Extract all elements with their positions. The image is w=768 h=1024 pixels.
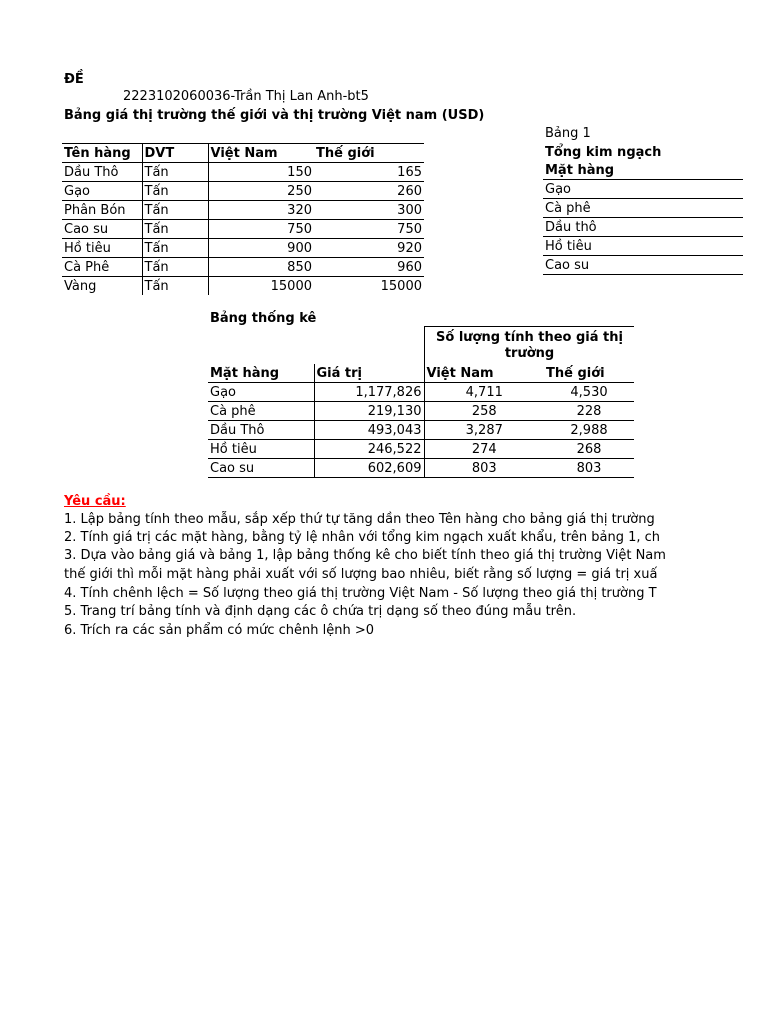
cell: 246,522 [314, 440, 424, 459]
cell: Cà phê [543, 199, 743, 218]
cell: 15000 [380, 278, 422, 294]
price-table [62, 143, 424, 295]
cell: 258 [424, 402, 544, 421]
table-row [62, 201, 424, 220]
col-header-the-gioi: Thế giới [314, 144, 424, 163]
requirement-line-3-cont: thế giới thì mỗi mặt hàng phải xuất với số lượng bao nhiêu, biết rằng số lượng = giá trị xuấ [64, 567, 658, 582]
requirement-line-4: 4. Tính chênh lệch = Số lượng theo giá thị trường Việt Nam - Số lượng theo giá thị trường T [64, 586, 657, 601]
cell: 850 [208, 258, 314, 277]
stats-table [208, 364, 634, 478]
cell: 274 [424, 440, 544, 459]
table-header-row [208, 364, 634, 383]
cell: 300 [314, 201, 424, 220]
col-header-ten-hang: Tên hàng [62, 144, 142, 163]
cell: Cao su [62, 220, 142, 239]
table-row [208, 440, 634, 459]
cell: 165 [314, 163, 424, 182]
cell: 960 [314, 258, 424, 277]
col-header-viet-nam: Việt Nam [208, 144, 314, 163]
cell: Tấn [142, 163, 208, 182]
table1-header: Mặt hàng [543, 161, 743, 180]
cell: Tấn [142, 182, 208, 201]
cell: 3,287 [424, 421, 544, 440]
cell: Gạo [208, 383, 314, 402]
table-row [62, 182, 424, 201]
col-header-viet-nam: Việt Nam [424, 364, 544, 383]
sheet-title: Bảng giá thị trường thế giới và thị trường Việt nam (USD) [64, 108, 485, 123]
cell: Hồ tiêu [62, 239, 142, 258]
cell: 4,711 [424, 383, 544, 402]
table-row [62, 258, 424, 277]
requirement-line-2: 2. Tính giá trị các mặt hàng, bằng tỷ lệ nhân với tổng kim ngạch xuất khẩu, trên bảng 1, ch [64, 530, 661, 545]
table-header-row [62, 144, 424, 163]
col-header-dvt: DVT [142, 144, 208, 163]
table-row [543, 237, 743, 256]
cell: 4,530 [544, 383, 634, 402]
cell: Dầu thô [543, 218, 743, 237]
table-row [543, 180, 743, 199]
cell: 2,988 [544, 421, 634, 440]
cell: 750 [314, 220, 424, 239]
table-row [62, 239, 424, 258]
table-row [62, 277, 424, 296]
table-row [208, 459, 634, 478]
col-header-the-gioi: Thế giới [544, 364, 634, 383]
table-row [62, 220, 424, 239]
requirements-title: Yêu cầu: [64, 494, 126, 509]
requirement-line-3: 3. Dựa vào bảng giá và bảng 1, lập bảng thống kê cho biết tính theo giá thị trường Việt Nam [64, 548, 666, 563]
cell: 920 [314, 239, 424, 258]
table-row [208, 383, 634, 402]
cell: 15000 [208, 277, 314, 296]
table-row [208, 421, 634, 440]
table-row [62, 163, 424, 182]
cell: Dầu Thô [62, 163, 142, 182]
cell: Tấn [142, 201, 208, 220]
requirement-line-1: 1. Lập bảng tính theo mẫu, sắp xếp thứ tự tăng dần theo Tên hàng cho bảng giá thị trường [64, 512, 655, 527]
cell: Tấn [142, 220, 208, 239]
cell: Hồ tiêu [208, 440, 314, 459]
cell: Cà phê [208, 402, 314, 421]
stats-title: Bảng thống kê [210, 311, 317, 326]
cell: 228 [544, 402, 634, 421]
stats-group-header: Số lượng tính theo giá thị trường [424, 326, 634, 364]
cell: Vàng [64, 278, 97, 294]
cell: 1,177,826 [314, 383, 424, 402]
cell: Cao su [543, 256, 743, 275]
cell: Gạo [62, 182, 142, 201]
requirement-line-6: 6. Trích ra các sản phẩm có mức chênh lệnh >0 [64, 623, 375, 638]
col-header-mat-hang: Mặt hàng [208, 364, 314, 383]
cell: 219,130 [314, 402, 424, 421]
cell: 150 [208, 163, 314, 182]
cell: Cà Phê [62, 258, 142, 277]
cell: 750 [208, 220, 314, 239]
table1 [543, 143, 743, 275]
cell: Gạo [543, 180, 743, 199]
cell: 493,043 [314, 421, 424, 440]
cell: Phân Bón [62, 201, 142, 220]
table1-title: Tổng kim ngạch [545, 144, 662, 160]
requirement-line-5: 5. Trang trí bảng tính và định dạng các ô chứa trị dạng số theo đúng mẫu trên. [64, 604, 577, 619]
cell: Dầu Thô [208, 421, 314, 440]
cell: 250 [208, 182, 314, 201]
cell: 268 [544, 440, 634, 459]
cell: Tấn [142, 239, 208, 258]
table-row [543, 199, 743, 218]
student-id: 2223102060036-Trần Thị Lan Anh-bt5 [123, 89, 369, 104]
col-header-gia-tri: Giá trị [314, 364, 424, 383]
cell: 320 [208, 201, 314, 220]
de-label: ĐỀ [64, 72, 84, 87]
table-row [543, 256, 743, 275]
cell: Tấn [142, 258, 208, 277]
table-row [543, 218, 743, 237]
cell: 900 [208, 239, 314, 258]
cell: 260 [314, 182, 424, 201]
cell: 602,609 [314, 459, 424, 478]
cell: 803 [544, 459, 634, 478]
cell: Tấn [142, 277, 208, 296]
cell: Cao su [208, 459, 314, 478]
cell: 803 [424, 459, 544, 478]
table1-label: Bảng 1 [545, 126, 591, 141]
table-row [208, 402, 634, 421]
cell: Hồ tiêu [543, 237, 743, 256]
